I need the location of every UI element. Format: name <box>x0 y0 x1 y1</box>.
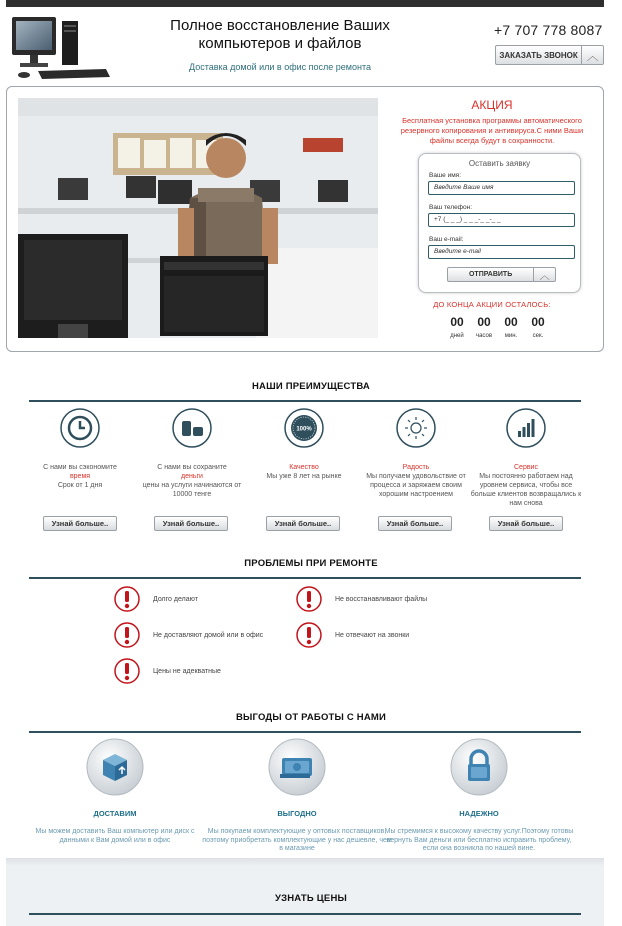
section-divider <box>29 577 581 579</box>
warning-icon <box>114 586 140 612</box>
svg-text:100%: 100% <box>296 426 312 433</box>
problems-title: ПРОБЛЕМЫ ПРИ РЕМОНТЕ <box>244 558 378 569</box>
callback-button[interactable] <box>495 45 604 65</box>
top-bar <box>6 0 604 7</box>
promo-title: АКЦИЯ <box>471 98 513 112</box>
page-title: Полное восстановление Ваших компьютеров и файлов <box>170 17 390 52</box>
phone-label: Ваш телефон: <box>429 204 473 211</box>
form-title: Оставить заявку <box>468 159 531 168</box>
submit-label: ОТПРАВИТЬ <box>468 271 513 278</box>
name-input[interactable]: Введите Ваше имя <box>428 181 575 195</box>
chevron-up-icon: ︿ <box>581 46 603 64</box>
clock-icon <box>60 408 100 448</box>
bar-chart-icon <box>506 408 546 448</box>
countdown-hours: 00 часов <box>475 315 493 339</box>
desktop-computer-icon <box>8 13 112 81</box>
technician-photo <box>18 98 378 338</box>
learn-more-button[interactable]: Узнай больше.. <box>154 516 228 531</box>
learn-more-button[interactable]: Узнай больше.. <box>489 516 563 531</box>
phone-number[interactable]: +7 707 778 8087 <box>494 22 603 38</box>
section-divider <box>29 400 581 402</box>
promo-text: Бесплатная установка программы автоматического резервного копирования и антивируса.С ними Ваши файлы всегда будут в сохранности. <box>400 116 584 145</box>
warning-icon <box>296 622 322 648</box>
problem-item: Цены не адекватные <box>114 658 221 684</box>
name-label: Ваше имя: <box>429 172 462 179</box>
submit-button[interactable] <box>447 267 556 282</box>
countdown-minutes: 00 мин. <box>504 315 518 339</box>
email-input[interactable]: Введите e-mail <box>428 245 575 259</box>
countdown-title: ДО КОНЦА АКЦИИ ОСТАЛОСЬ: <box>433 300 551 309</box>
phone-input[interactable]: +7 (_ _ _) _ _ _-_ _-_ _ <box>428 213 575 227</box>
advantage-joy: Радость Мы получаем удовольствие от процесса и заряжаем своим хорошим настроением <box>360 408 472 499</box>
benefit-profitable: ВЫГОДНО Мы покупаем комплектующие у оптовых поставщиков, поэтому приобретать комплектующие у нас дешевле, чем в магазине <box>202 738 392 854</box>
box-delivery-icon <box>86 738 144 796</box>
email-label: Ваш e-mail: <box>429 236 464 243</box>
problem-item: Не восстанавливают файлы <box>296 586 427 612</box>
section-divider <box>29 913 581 915</box>
learn-more-button[interactable]: Узнай больше.. <box>266 516 340 531</box>
padlock-icon <box>450 738 508 796</box>
benefit-delivery: ДОСТАВИМ Мы можем доставить Ваш компьютер или диск с данными к Вам домой или в офис <box>20 738 210 845</box>
problem-item: Не доставляют домой или в офис <box>114 622 263 648</box>
problem-item: Не отвечают на звонки <box>296 622 409 648</box>
countdown-seconds: 00 сек. <box>531 315 545 339</box>
prices-section <box>6 858 604 926</box>
countdown-timer <box>444 315 564 347</box>
money-icon <box>268 738 326 796</box>
problem-item: Долго делают <box>114 586 198 612</box>
benefit-reliable: НАДЕЖНО Мы стремимся к высокому качеству услуг.Поэтому готовы вернуть Вам деньги или бесплатно исправить проблему, если она возникла по нашей вине. <box>384 738 574 854</box>
sun-icon <box>396 408 436 448</box>
advantages-title: НАШИ ПРЕИМУЩЕСТВА <box>252 381 370 392</box>
prices-title: УЗНАТЬ ЦЕНЫ <box>274 893 348 904</box>
request-form <box>418 153 581 293</box>
advantage-time: С нами вы сэкономите время Срок от 1 дня <box>24 408 136 490</box>
coins-icon <box>172 408 212 448</box>
chevron-up-icon: ︿ <box>533 268 555 281</box>
learn-more-button[interactable]: Узнай больше.. <box>43 516 117 531</box>
countdown-days: 00 дней <box>450 315 464 339</box>
warning-icon <box>114 658 140 684</box>
advantage-quality: 100% Качество Мы уже 8 лет на рынке <box>248 408 360 481</box>
warning-icon <box>114 622 140 648</box>
quality-100-icon <box>284 408 324 448</box>
warning-icon <box>296 586 322 612</box>
advantage-service: Сервис Мы постоянно работаем над уровнем сервиса, чтобы все больше клиентов возвращались к нам снова <box>470 408 582 508</box>
callback-label: ЗАКАЗАТЬ ЗВОНОК <box>499 50 578 60</box>
prices-section-shadow <box>6 858 604 866</box>
benefits-title: ВЫГОДЫ ОТ РАБОТЫ С НАМИ <box>235 712 387 723</box>
advantage-money: С нами вы сохраните деньги цены на услуги начинаются от 10000 тенге <box>136 408 248 499</box>
section-divider <box>29 731 581 733</box>
learn-more-button[interactable]: Узнай больше.. <box>378 516 452 531</box>
page-subtitle: Доставка домой или в офис после ремонта <box>189 62 371 72</box>
